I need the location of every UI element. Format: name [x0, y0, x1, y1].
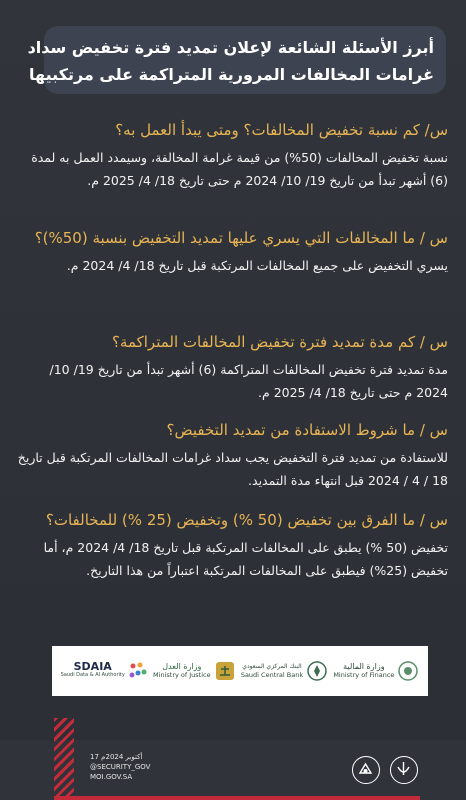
- qa-item-2: [16, 226, 448, 277]
- qa-item-3: [16, 330, 448, 404]
- logo-ministry-of-justice: [153, 660, 236, 682]
- logo-finance-name: وزارة المالية: [343, 662, 385, 671]
- logo-finance-sub: Ministry of Finance: [333, 671, 395, 679]
- title-line-1: أبرز الأسئلة الشائعة لإعلان تمديد فترة تخفيض سداد: [27, 38, 434, 57]
- ministry-of-interior-emblem-icon: [390, 756, 418, 784]
- logo-justice-name: وزارة العدل: [162, 662, 202, 671]
- answer-5: تخفيض (50 %) يطبق على المخالفات المرتكبة قبل تاريخ 18/ 4/ 2024 م، أما تخفيض (25%) فيطبق على المخالفات المرتكبة اعتباراً من هذا التاريخ.: [43, 540, 448, 578]
- footer-accent-bar: [54, 796, 420, 800]
- logo-sdaia: [61, 661, 148, 681]
- logo-sdaia-name: SDAIA: [73, 660, 112, 673]
- question-4: س / ما شروط الاستفادة من تمديد التخفيض؟: [166, 421, 448, 439]
- answer-4: للاستفادة من تمديد فترة التخفيض يجب سداد غرامات المخالفات المرتكبة قبل تاريخ 18 / 4 / 2024 قبل انتهاء مدة التمديد.: [17, 450, 448, 488]
- footer-info: [90, 752, 150, 782]
- answer-1: نسبة تخفيض المخالفات (50%) من قيمة غرامة المخالفة، وسيمدد العمل به لمدة (6) أشهر تبدأ من تاريخ 19/ 10/ 2024 م حتى تاريخ 18/ 4/ 2025 م.: [31, 150, 448, 188]
- question-3: س / كم مدة تمديد فترة تخفيض المخالفات المتراكمة؟: [111, 333, 448, 351]
- partner-logos: [52, 646, 428, 696]
- logo-sdaia-sub: Saudi Data & AI Authority: [60, 672, 125, 678]
- qa-item-1: [16, 118, 448, 192]
- finance-emblem-icon: [397, 660, 419, 682]
- question-1: س/ كم نسبة تخفيض المخالفات؟ ومتى يبدأ العمل به؟: [115, 121, 448, 139]
- answer-3: مدة تمديد فترة تخفيض المخالفات المتراكمة (6) أشهر تبدأ من تاريخ 19/ 10/ 2024 م حتى تاريخ 18/ 4/ 2025 م.: [49, 362, 448, 400]
- decorative-stripes: [54, 718, 74, 800]
- qa-item-4: [16, 418, 448, 492]
- logo-bank-name: البنك المركزي السعودي: [242, 663, 302, 670]
- logo-bank-sub: Saudi Central Bank: [240, 671, 304, 679]
- title-banner: [27, 26, 446, 94]
- footer-handle: @SECURITY_GOV: [90, 763, 151, 771]
- footer-website: MOI.GOV.SA: [90, 773, 133, 781]
- logo-justice-sub: Ministry of Justice: [153, 671, 211, 679]
- logo-ministry-of-finance: [333, 660, 419, 682]
- footer-date: 17 أكتوبر 2024م: [90, 753, 143, 761]
- security-emblem-icon: [352, 756, 380, 784]
- qa-item-5: [16, 508, 448, 582]
- justice-emblem-icon: [214, 660, 236, 682]
- question-2: س / ما المخالفات التي يسري عليها تمديد التخفيض بنسبة (50%)؟: [34, 229, 448, 247]
- answer-2: يسري التخفيض على جميع المخالفات المرتكبة قبل تاريخ 18/ 4/ 2024 م.: [66, 258, 448, 273]
- question-5: س / ما الفرق بين تخفيض (50 %) وتخفيض (25 %) للمخالفات؟: [45, 511, 448, 529]
- title-line-2: غرامات المخالفات المرورية المتراكمة على مرتكبيها: [29, 65, 434, 84]
- logo-saudi-central-bank: [241, 660, 328, 682]
- sdaia-dots-icon: [128, 661, 148, 681]
- central-bank-emblem-icon: [306, 660, 328, 682]
